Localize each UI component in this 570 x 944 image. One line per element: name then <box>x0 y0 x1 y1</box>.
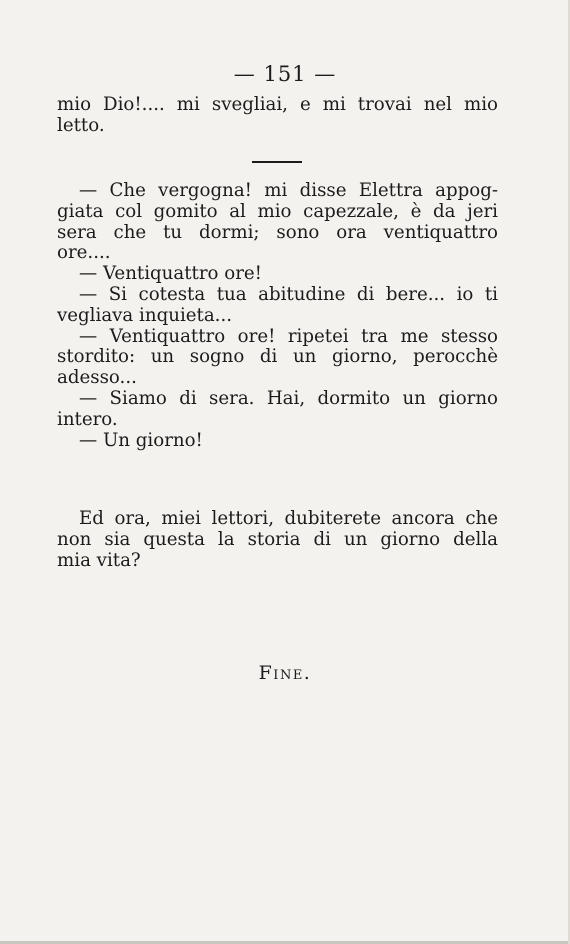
text-line: intero. <box>57 408 118 430</box>
page-number: — 151 — <box>233 62 337 86</box>
text-line: — Si cotesta tua abitudine di bere... io ti <box>79 283 498 305</box>
end-mark: Fine. <box>258 662 312 684</box>
text-line: — Che vergogna! mi disse Elettra appog- <box>79 180 498 201</box>
text-line: — Ventiquattro ore! ripetei tra me stesso <box>79 325 498 347</box>
dialogue-section <box>57 181 498 451</box>
closing-paragraph <box>57 509 498 571</box>
text-line: — Ventiquattro ore! <box>79 263 262 285</box>
text-line: vegliava inquieta... <box>57 304 233 326</box>
text-line: adesso... <box>57 367 137 389</box>
section-separator <box>252 161 302 163</box>
text-line: mio Dio!.... mi svegliai, e mi trovai nel mio <box>57 94 498 115</box>
text-line: giata col gomito al mio capezzale, è da jeri <box>57 200 498 222</box>
text-line: stordito: un sogno di un giorno, perocchè <box>57 346 498 368</box>
text-line: letto. <box>57 114 105 136</box>
text-line: mia vita? <box>57 549 141 571</box>
text-line: Ed ora, miei lettori, dubiterete ancora che <box>79 508 498 529</box>
text-line: sera che tu dormi; sono ora ventiquattro <box>57 221 498 243</box>
text-line: non sia questa la storia di un giorno della <box>57 528 498 550</box>
text-line: ore.... <box>57 242 111 264</box>
opening-paragraph <box>57 95 498 137</box>
text-line: — Un giorno! <box>79 429 203 451</box>
text-line: — Siamo di sera. Hai, dormito un giorno <box>79 387 498 409</box>
